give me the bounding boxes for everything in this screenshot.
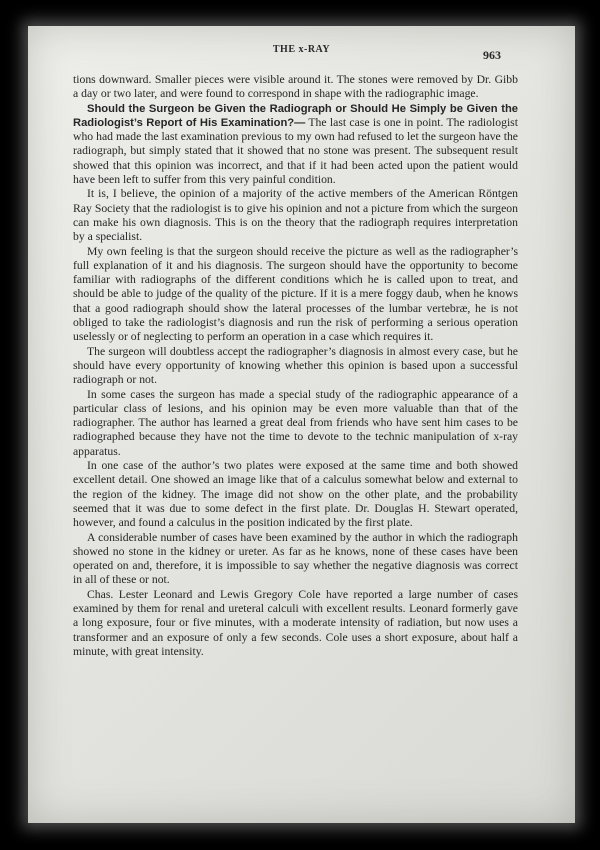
section-heading: Should the Surgeon be Given the Radiograph or Should He Simply be Given the Radiologist’s Report of His Examination?—: [73, 102, 518, 129]
page-header: [28, 44, 575, 60]
paragraph-text: A considerable number of cases have been examined by the author in which the radiograph showed no stone in the kidney or ureter. As far as he knows, none of these cases have been operated on and, therefore, it is impossible to say whether the negative diagnosis was correct in all of these or not.: [73, 530, 518, 587]
paragraph-text: It is, I believe, the opinion of a majority of the active members of the American Röntgen Ray Society that the radiologist is to give his opinion and not a picture from which the surgeon can make his own diagnosis. This is on the theory that the radiograph requires interpretation by a specialist.: [73, 187, 518, 244]
paragraph: [73, 187, 518, 244]
paragraph: [73, 388, 518, 459]
page-number: 963: [483, 48, 501, 62]
paragraph-text: In some cases the surgeon has made a special study of the radiographic appearance of a particular class of lesions, and his opinion may be even more valuable than that of the radiographer. The author has learned a great deal from friends who have sent him cases to be radiographed because they have not the time to devote to the technic manipulation of x-ray apparatus.: [73, 387, 518, 458]
paragraph: [73, 345, 518, 388]
paragraph-text: In one case of the author’s two plates were exposed at the same time and both showed excellent detail. One showed an image like that of a calculus somewhat below and external to the region of the kidney. The image did not show on the other plate, and the probability seemed that it was due to some defect in the first plate. Dr. Douglas H. Stewart operated, however, and found a calculus in the position indicated by the first plate.: [73, 459, 518, 530]
paragraph-section: [73, 102, 518, 188]
book-page: [28, 26, 575, 823]
paragraph-continuation: [73, 73, 518, 102]
running-head: THE x-RAY: [272, 44, 331, 55]
paragraph-text: My own feeling is that the surgeon should receive the picture as well as the radiographer’s full explanation of it and his diagnosis. The surgeon should have the opportunity to become familiar with radiographs of the different conditions which he is called upon to treat, and should be able to judge of the quality of the picture. If it is a mere foggy daub, when he knows that a good radiograph should show the lateral processes of the lumbar vertebræ, he is not obliged to take the radiologist’s diagnosis and run the risk of performing a serious operation uselessly or of neglecting to perform an operation in a case which requires it.: [73, 244, 518, 344]
paragraph-text: tions downward. Smaller pieces were visible around it. The stones were removed by Dr. Gibb a day or two later, and were found to correspond in shape with the radiographic image.: [73, 73, 518, 101]
paragraph-text: The last case is one in point. The radiologist who had made the last examination previous to my own had refused to let the surgeon have the radiograph, but simply stated that it showed that no stone was present. The subsequent result showed that this opinion was incorrect, and that if it had been acted upon the patient would have been left to suffer from this very painful condition.: [73, 115, 518, 187]
paragraph: [73, 588, 518, 659]
paragraph: [73, 459, 518, 530]
paragraph-text: The surgeon will doubtless accept the radiographer’s diagnosis in almost every case, but he should have every opportunity of knowing whether this opinion is based upon a successful radiograph or not.: [73, 344, 518, 387]
page-body: [73, 73, 518, 659]
paragraph: [73, 531, 518, 588]
paragraph-text: Chas. Lester Leonard and Lewis Gregory Cole have reported a large number of cases examined by them for renal and ureteral calculi with excellent results. Leonard formerly gave a long exposure, four or five minutes, with a moderate intensity of radiation, but now uses a transformer and an exposure of only a few seconds. Cole uses a short exposure, about half a minute, with great intensity.: [73, 587, 518, 658]
paragraph: [73, 245, 518, 345]
